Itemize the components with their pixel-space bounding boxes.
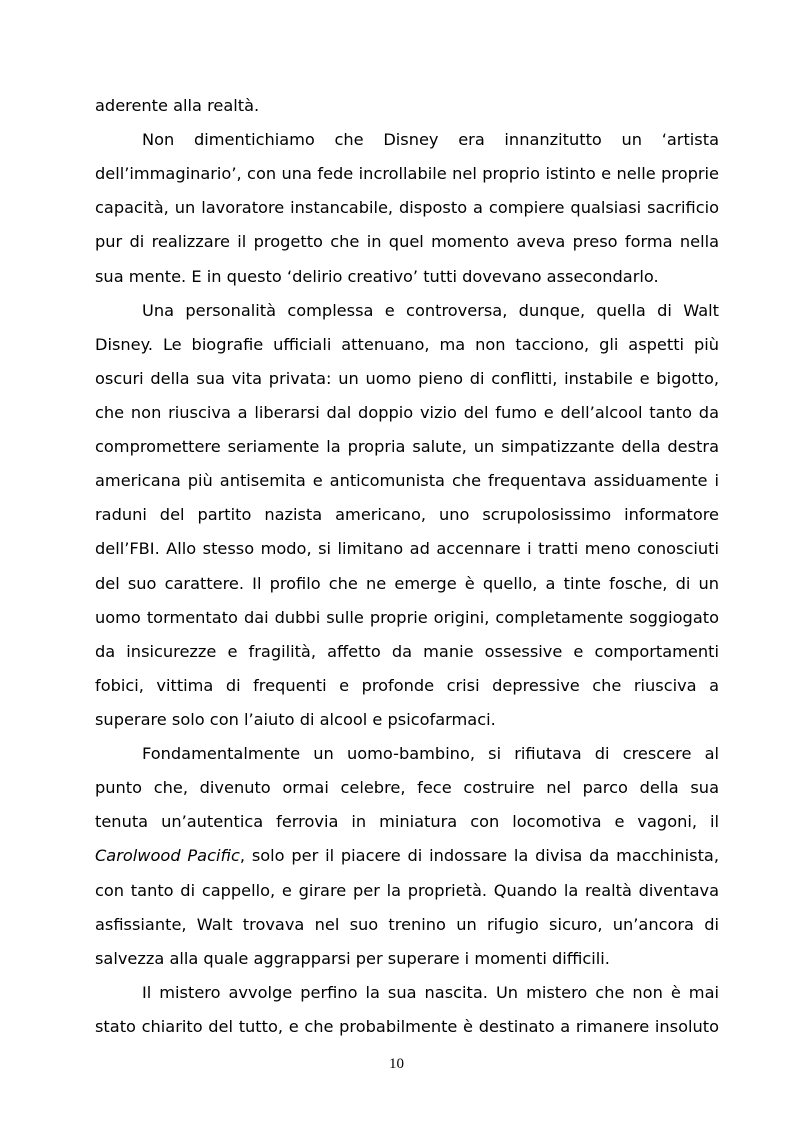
text-line: che non riusciva a liberarsi dal doppio vizio del fumo e dell’alcool tanto da <box>95 402 719 422</box>
text-line: del suo carattere. Il profilo che ne emerge è quello, a tinte fosche, di un <box>95 573 719 593</box>
text-line: dell’immaginario’, con una fede incrollabile nel proprio istinto e nelle proprie <box>95 164 719 184</box>
text-line: Il mistero avvolge perfino la sua nascita. Un mistero che non è mai <box>142 982 719 1002</box>
text-line: pur di realizzare il progetto che in quel momento aveva preso forma nella <box>95 232 719 252</box>
body-text <box>95 89 719 1044</box>
text-line: compromettere seriamente la propria salute, un simpatizzante della destra <box>95 437 719 457</box>
text-line: stato chiarito del tutto, e che probabilmente è destinato a rimanere insoluto <box>95 1016 719 1036</box>
text-line: punto che, divenuto ormai celebre, fece costruire nel parco della sua <box>95 778 719 798</box>
text-line: superare solo con l’aiuto di alcool e psicofarmaci. <box>95 709 496 729</box>
text-line: americana più antisemita e anticomunista che frequentava assiduamente i <box>95 471 719 491</box>
text-line: dell’FBI. Allo stesso modo, si limitano ad accennare i tratti meno conosciuti <box>95 539 719 559</box>
text-line: tenuta un’autentica ferrovia in miniatura con locomotiva e vagoni, il <box>95 812 719 832</box>
text-line: aderente alla realtà. <box>95 96 260 115</box>
text-line: Fondamentalmente un uomo-bambino, si rifiutava di crescere al <box>142 744 719 764</box>
text-line: fobici, vittima di frequenti e profonde crisi depressive che riusciva a <box>95 675 719 695</box>
text-line: Disney. Le biografie ufficiali attenuano, ma non tacciono, gli aspetti più <box>95 334 719 354</box>
text-line: da insicurezze e fragilità, affetto da manie ossessive e comportamenti <box>95 641 719 661</box>
text-line: oscuri della sua vita privata: un uomo pieno di conflitti, instabile e bigotto, <box>95 368 719 388</box>
text-line: salvezza alla quale aggrapparsi per superare i momenti difficili. <box>95 948 610 968</box>
text-line: capacità, un lavoratore instancabile, disposto a compiere qualsiasi sacrificio <box>95 198 719 218</box>
text-line-rest: , solo per il piacere di indossare la divisa da macchinista, <box>239 846 719 866</box>
text-line <box>95 839 719 873</box>
text-line: Una personalità complessa e controversa, dunque, quella di Walt <box>142 300 719 320</box>
text-line: uomo tormentato dai dubbi sulle proprie origini, completamente soggiogato <box>95 607 719 627</box>
page-number: 10 <box>389 1056 404 1072</box>
text-line: Non dimentichiamo che Disney era innanzitutto un ‘artista <box>142 130 719 150</box>
text-line: raduni del partito nazista americano, uno scrupolosissimo informatore <box>95 505 719 525</box>
italic-title: Carolwood Pacific <box>95 846 240 866</box>
text-line: asfissiante, Walt trovava nel suo trenino un rifugio sicuro, un’ancora di <box>95 914 719 934</box>
text-line: con tanto di cappello, e girare per la proprietà. Quando la realtà diventava <box>95 880 719 900</box>
text-line: sua mente. E in questo ‘delirio creativo’ tutti dovevano assecondarlo. <box>95 266 659 286</box>
